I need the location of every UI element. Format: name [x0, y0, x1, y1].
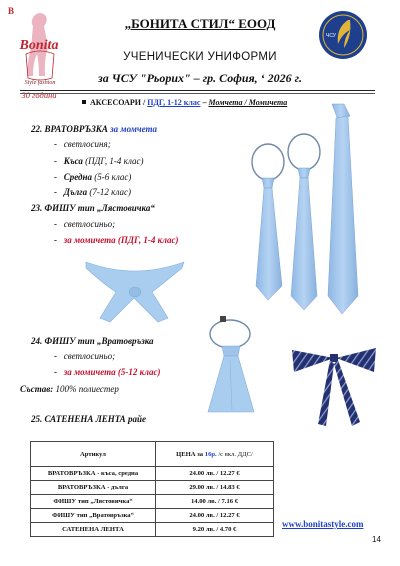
tie-medium-line: - Средна (5-6 клас) [54, 172, 132, 182]
long-tie-icon [328, 104, 358, 314]
medium-tie-icon [288, 134, 320, 310]
col-price-header: ЦЕНА за 16р. /с вкл. ДДС/ [156, 442, 274, 467]
svg-text:ЧСУ: ЧСУ [326, 33, 336, 39]
table-header-row [31, 442, 274, 467]
svg-text:B: B [8, 6, 15, 16]
composition-line: Състав: 100% полиестер [20, 384, 119, 394]
header-divider [20, 90, 375, 91]
fichu-swallow-for: - за момичета (ПДГ, 1-4 клас) [54, 235, 179, 245]
table-row: ВРАТОВРЪЗКА - къса, средна 24.00 лв. / 12.27 € [31, 467, 274, 481]
website-link[interactable]: www.bonitastyle.com [282, 519, 364, 529]
tie-long-line: - Дълга (7-12 клас) [54, 187, 132, 197]
fichu-swallow-illustration [80, 252, 190, 324]
price-table [30, 441, 274, 537]
tie-short-line: - Къса (ПДГ, 1-4 клас) [54, 156, 144, 166]
fichu-tie-color: - светлосиньо; [54, 351, 116, 361]
header-divider-thin [20, 93, 375, 94]
accessories-label: АКСЕСОАРИ / [90, 98, 146, 107]
table-row: ФИШУ тип „Лястовичка“ 14.00 лв. / 7.16 € [31, 495, 274, 509]
short-tie-icon [252, 144, 284, 300]
brand-tagline: Style fashion [24, 80, 56, 86]
bullet-square-icon [82, 100, 86, 104]
school-line: за ЧСУ "Рьорих" – гр. София, ‘ 2026 г. [98, 71, 302, 85]
accessories-line: АКСЕСОАРИ / ПДГ, 1-12 клас – Момчета / Момичета [90, 98, 288, 107]
page-subtitle: УЧЕНИЧЕСКИ УНИФОРМИ [123, 51, 277, 63]
page-number: 14 [372, 535, 381, 544]
table-row: ФИШУ тип „Вратовръзка“ 24.00 лв. / 12.27 € [31, 509, 274, 523]
item-tie-title: 22. ВРАТОВРЪЗКА за момчета [31, 124, 158, 134]
company-title: „БОНИТА СТИЛ“ ЕООД [124, 16, 276, 31]
brand-years: 30 години [21, 90, 57, 100]
accessories-audience: Момчета / Момичета [208, 98, 288, 107]
ribbon-illustration [288, 338, 382, 428]
item-fichu-swallow-title: 23. ФИШУ тип „Лястовичка“ [31, 203, 155, 213]
item-fichu-tie-title: 24. ФИШУ тип „Вратовръзка [31, 336, 154, 346]
brand-name: Bonita [19, 38, 59, 53]
col-article-header: Артикул [31, 442, 156, 467]
table-row: ВРАТОВРЪЗКА - дълга 29.00 лв. / 14.83 € [31, 481, 274, 495]
table-row: САТЕНЕНА ЛЕНТА 9.20 лв. / 4.70 € [31, 523, 274, 537]
tie-color-line: - светлосиня; [54, 139, 111, 149]
accessories-grades: ПДГ, 1-12 клас [147, 98, 201, 107]
fichu-swallow-color: - светлосиньо; [54, 219, 116, 229]
ties-illustration [240, 96, 400, 328]
fichu-tie-illustration [198, 312, 268, 422]
item-ribbon-title: 25. САТЕНЕНА ЛЕНТА райе [31, 414, 146, 424]
fichu-tie-for: - за момичета (5-12 клас) [54, 367, 161, 377]
